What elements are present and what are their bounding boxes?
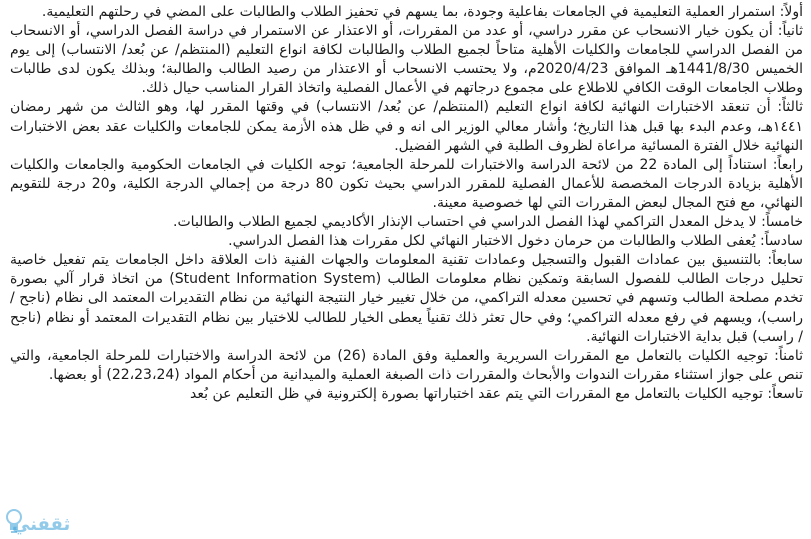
paragraph-ninth: تاسعاً: توجيه الكليات بالتعامل مع المقررات التي يتم عقد اختباراتها بصورة إلكترونية في ظل التعليم عن بُعد <box>190 385 803 402</box>
paragraph-second: ثانياً: أن يكون خيار الانسحاب عن مقرر دراسي، أو عدد من المقررات، أو الاعتذار عن الاستمرار في دراسة الفصل الدراسي، أو الانسحاب من الفصل الدراسي للجامعات والكليات الأهلية متاحاً لجميع الطلاب والطالبات لكافة انواع التعليم (المنتظم/ عن بُعد/ الانتساب) إلى يوم الخميس 1441/8/30هـ الموافق 2020/4/23م، ولا يحتسب الانسحاب أو الاعتذار من رصيد الطالب والطالبة؛ وبذلك يكون لدى طالبات وطلاب الجامعات الوقت الكافي للاطلاع على مجموع درجاتهم في الأعمال الفصلية واتخاذ القرار المناسب حيال ذلك. <box>10 23 804 97</box>
paragraph-first: أولاً: استمرار العملية التعليمية في الجامعات بفاعلية وجودة، بما يسهم في تحفيز الطلاب والطالبات على المضي في رحلتهم التعليمية. <box>41 4 803 20</box>
site-watermark <box>2 506 72 539</box>
paragraph-fourth: رابعاً: استناداً إلى المادة 22 من لائحة الدراسة والاختبارات للمرحلة الجامعية؛ توجه الكليات في الجامعات الحكومية والجامعات والكليات الأهلية بزيادة الدرجات المخصصة للأعمال الفصلية للمقرر الدراسي بحيث تكون 80 درجة من إجمالي الدرجة الكلية، و20 درجة للتقويم النهائي، مع فتح المجال لبعض المقررات التي لها خصوصية معينة. <box>10 156 804 211</box>
watermark-text: ثقفني <box>12 514 71 535</box>
paragraph-sixth: سادساً: يُعفى الطلاب والطالبات من حرمان دخول الاختبار النهائي لكل مقررات هذا الفصل الدراسي. <box>228 233 803 250</box>
paragraph-fifth: خامساً: لا يدخل المعدل التراكمي لهذا الفصل الدراسي في احتساب الإنذار الأكاديمي لجميع الطلاب والطالبات. <box>173 214 803 231</box>
paragraph-third: ثالثاً: أن تنعقد الاختبارات النهائية لكافة انواع التعليم (المنتظم/ عن بُعد/ الانتساب) في وقتها المقرر لها، وهو الثالث من شهر رمضان ١٤٤١هـ، وعدم البدء بها قبل هذا التاريخ؛ وأشار معالي الوزير الى انه و في ظل هذه الأزمة يمكن للجامعات والكليات عقد بعض الاختبارات النهائية خلال الفترة المسائية مراعاة لظروف الطلبة في الشهر الفضيل. <box>10 99 803 154</box>
paragraph-eighth: ثامناً: توجيه الكليات بالتعامل مع المقررات السريرية والعملية وفق المادة (26) من لائحة الدراسة والاختبارات للمرحلة الجامعية، والتي تنص على جواز استثناء مقررات الندوات والأبحاث والمقررات ذات الصبغة العملية والميدانية من أحكام المواد (22،23،24) أو بعضها. <box>10 347 803 383</box>
paragraph-seventh: سابعاً: بالتنسيق بين عمادات القبول والتسجيل وعمادات تقنية المعلومات والجهات الفنية ذات العلاقة داخل الجامعات يتم تفعيل خاصية تحليل درجات الطالب للفصول السابقة وتمكين نظام معلومات الطالب (Student Information System) من اتخاذ قرار آلي بصورة تخدم مصلحة الطالب وتسهم في تحسين معدله التراكمي، من خلال تغيير خيار النتيجة النهائية من نظام التقديرات المعتمد الى نظام (ناجح / راسب)، ويسهم في رفع معدله التراكمي؛ وفي حال تعثر ذلك تقنياً يعطى الخيار للطالب للاختيار بين نظام التقديرات المعتمد أو نظام (ناجح / راسب) قبل بداية الاختبارات النهائية. <box>10 252 803 345</box>
